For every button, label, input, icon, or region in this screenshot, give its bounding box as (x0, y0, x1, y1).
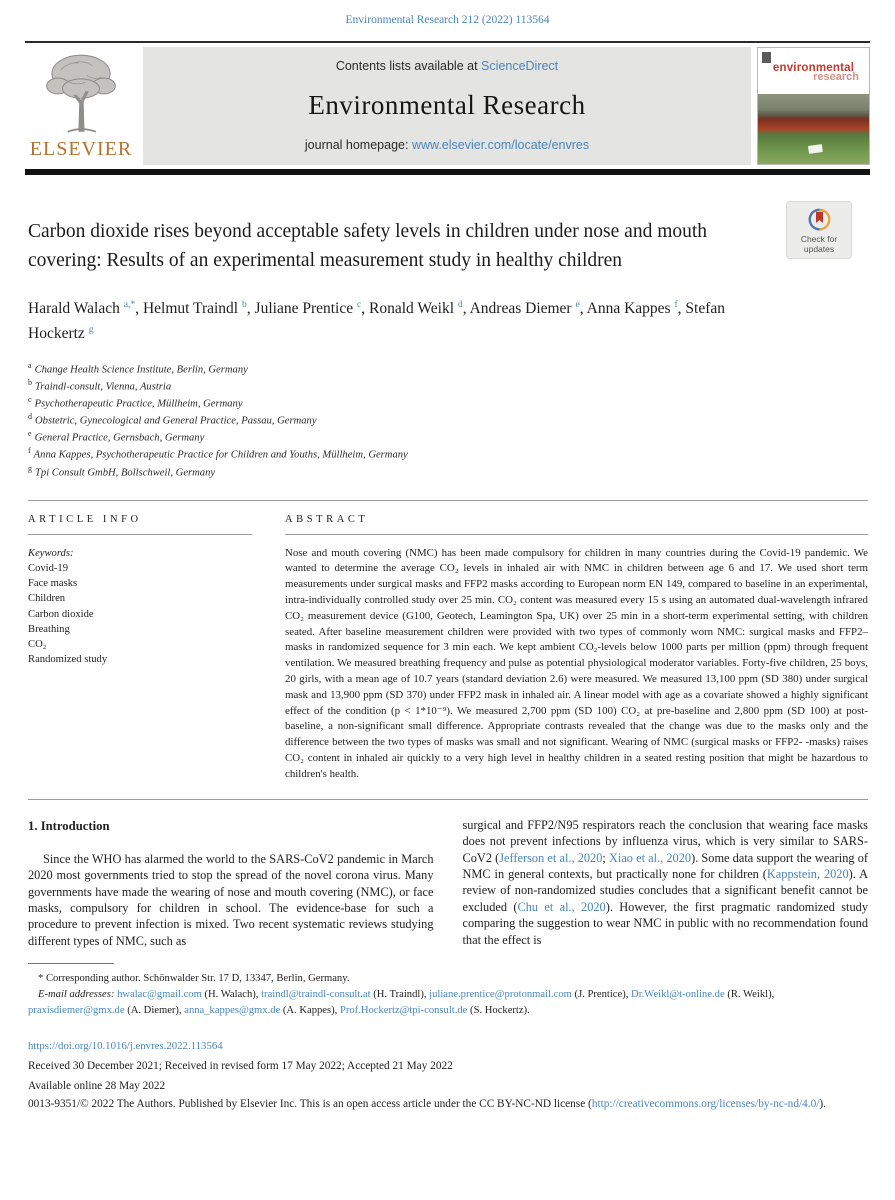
text-segment: ). A review of non-randomized studies concludes that a significant benefit cannot be excluded ( (462, 866, 868, 914)
text-segment: , Anna Kappes (579, 300, 675, 318)
keyword-item: Carbon dioxide (28, 608, 94, 620)
article-info-heading: ARTICLE INFO (28, 514, 252, 535)
affiliation-item (28, 412, 870, 429)
cover-header (758, 48, 869, 94)
text-segment: , Helmut Traindl (135, 300, 242, 318)
cover-title-line1: environmental (772, 62, 855, 74)
inline-link[interactable]: hwalac@gmail.com (117, 989, 202, 1001)
keyword-item: Covid-19 (28, 563, 69, 575)
cover-logo-mark (762, 52, 771, 63)
elsevier-logo (25, 47, 137, 165)
affiliation-text: Obstetric, Gynecological and General Practice, Passau, Germany (35, 415, 317, 427)
body-right-column (463, 817, 869, 949)
text-segment: ). (819, 1097, 826, 1110)
affiliation-sup: g (28, 463, 32, 473)
affiliation-sup: b (28, 378, 32, 388)
text-segment: (R. Weikl), (724, 989, 775, 1001)
inline-link[interactable]: Kappstein, 2020 (766, 866, 849, 881)
journal-cover-thumbnail[interactable] (757, 47, 870, 165)
affiliation-text: Anna Kappes, Psychotherapeutic Practice for Children and Youths, Müllheim, Germany (33, 450, 408, 461)
keyword-item: Children (28, 593, 66, 605)
contents-line (153, 59, 741, 73)
cover-title-line2: research (813, 71, 859, 83)
email-addresses-line (28, 987, 868, 1019)
affiliation-item (28, 429, 870, 446)
copyright-license-line (28, 1096, 868, 1112)
article-title: Carbon dioxide rises beyond acceptable safety levels in children under nose and mouth covering: Results of an experimental measurement study in healthy children (28, 221, 708, 272)
keyword-item: Face masks (28, 578, 78, 590)
inline-link[interactable]: g (88, 324, 94, 336)
section-rule (28, 799, 868, 800)
keywords-label: Keywords: (28, 547, 74, 559)
inline-link[interactable]: juliane.prentice@protonmail.com (429, 989, 572, 1001)
inline-link[interactable]: d (457, 298, 463, 310)
elsevier-wordmark: ELSEVIER (29, 138, 133, 160)
intro-paragraph-right (463, 817, 869, 948)
text-segment: Harald Walach (28, 300, 124, 318)
text-segment: (S. Hockertz). (467, 1004, 530, 1016)
abstract-text: Nose and mouth covering (NMC) has been made compulsory for children in many countries during the Covid-19 pandemic. We wanted to determine the average CO₂ levels in inhaled air with NMC in children between age 6 and 17. We used short term measurements under surgical masks and FFP2 masks according to European norm EN 149, compared to baseline in an experimental, intra-individually controlled study over 25 min. CO₂ content was measured every 15 s using an automated dual-wavelength infrared CO₂ measurement device (G100, Geotech, Leamington Spa, UK) over 25 min in a short-term experimental setting, with children seated. After baseline measurement children were provided with two types of commonly worn NMC: surgical masks and FFP2–masks in randomized sequence for 3 min each. We kept ambient CO₂-levels below 1000 parts per million (ppm) through frequent ventilation. We measured breathing frequency and pulse as potential physiological moderator variables. Forty-five children, 25 boys, 20 girls, with a mean age of 10.7 years (standard deviation 2.6) were measured. We measured 13,100 ppm (SD 380) under surgical mask and 13,900 ppm (SD 370) under FFP2 mask in inhaled air. A linear model with age as a covariate showed a highly significant effect of the condition (p < 1*10⁻⁹). We measured 2,700 ppm (SD 100) CO₂ at pre-baseline and 2,800 ppm (SD 100) at post-baseline, a non-significant small difference. Appropriate contrasts revealed that the change was due to the masks only and the difference between the two types of masks was small and not significant. Wearing of NMC (surgical masks or FFP2- -masks) raises CO₂ content in inhaled air quickly to a very high level in healthy children in a seated resting position that might be hazardous to children's health. (285, 546, 868, 780)
affiliation-text: General Practice, Gernsbach, Germany (34, 432, 205, 444)
affiliation-sup: d (28, 412, 32, 422)
journal-masthead (25, 41, 870, 165)
inline-link[interactable]: anna_kappes@gmx.de (184, 1004, 281, 1016)
affiliation-item (28, 446, 870, 463)
affiliation-sup: f (28, 446, 31, 456)
affiliation-sup: e (28, 429, 32, 439)
elsevier-tree-icon (39, 49, 123, 137)
text-segment: , Ronald Weikl (361, 300, 458, 318)
journal-homepage-link[interactable]: www.elsevier.com/locate/envres (411, 138, 590, 152)
crossmark-icon (807, 207, 832, 232)
inline-link[interactable]: b (242, 298, 247, 310)
text-segment: surgical and FFP2/N95 respirators reach the conclusion that wearing face masks does not prevent infections by influenza virus, which is very similar to SARS-CoV2 ( (462, 817, 868, 865)
inline-link[interactable]: Jefferson et al., 2020 (499, 850, 603, 865)
affiliation-text: Change Health Science Institute, Berlin, Germany (34, 364, 248, 376)
footnote-rule (28, 963, 114, 964)
affiliation-sup: a (28, 361, 32, 371)
affiliation-text: Psychotherapeutic Practice, Müllheim, Germany (34, 398, 243, 410)
inline-link[interactable]: traindl@traindl-consult.at (261, 989, 371, 1001)
abstract-heading: ABSTRACT (285, 514, 868, 535)
intro-paragraph-left: Since the WHO has alarmed the world to the SARS-CoV2 pandemic in March 2020 most governments tried to stop the spread of the novel corona virus. Many governments have made the wearing of nose and mouth covering (NMC), or face masks, compulsory for children in school. The evidence-base for such a procedure to prevent infection is mixed. Two recent systematic reviews studying different types of NMC, such as (28, 851, 434, 948)
journal-citation-link[interactable]: Environmental Research 212 (2022) 113564 (345, 14, 550, 26)
affiliation-item (28, 464, 870, 481)
affiliation-item (28, 395, 870, 412)
text-segment: E-mail addresses: (38, 989, 118, 1001)
introduction-heading: 1. Introduction (28, 818, 110, 833)
text-segment: 0013-9351/© 2022 The Authors. Published by Elsevier Inc. This is an open access article under the CC BY-NC-ND license ( (28, 1097, 592, 1110)
abstract-column (285, 514, 868, 799)
received-dates-line: Received 30 December 2021; Received in revised form 17 May 2022; Accepted 21 May 2022 (28, 1059, 453, 1072)
journal-name: Environmental Research (308, 90, 586, 120)
check-for-updates-label: Check for updates (800, 234, 838, 255)
corresponding-author-note: * Corresponding author. Schönwalder Str. 17 D, 13347, Berlin, Germany. (38, 973, 350, 985)
text-segment: , Stefan Hockertz (28, 300, 726, 343)
keyword-item: Randomized study (28, 653, 108, 665)
text-segment: (A. Kappes), (280, 1004, 340, 1016)
footnote-block (28, 971, 868, 1019)
text-segment: ). Some data support the wearing of NMC in general contexts, but practically none for children ( (462, 850, 868, 881)
cover-vehicle-shape (807, 144, 822, 154)
body-left-column (28, 817, 434, 949)
sciencedirect-link[interactable]: ScienceDirect (481, 59, 559, 73)
inline-link[interactable]: e (575, 298, 580, 310)
inline-link[interactable]: Xiao et al., 2020 (608, 850, 692, 865)
check-for-updates-badge[interactable] (786, 201, 852, 259)
text-segment: , Andreas Diemer (462, 300, 576, 318)
text-segment: ; (602, 850, 609, 865)
text-segment: (J. Prentice), (571, 989, 632, 1001)
affiliation-list (28, 361, 870, 480)
text-segment: , Juliane Prentice (246, 300, 357, 318)
cover-photo (758, 94, 869, 164)
affiliation-text: Tpi Consult GmbH, Bollschweil, Germany (35, 467, 216, 479)
masthead-divider-bar (25, 169, 870, 175)
journal-banner (143, 47, 751, 165)
doi-link[interactable]: https://doi.org/10.1016/j.envres.2022.113564 (28, 1039, 223, 1052)
inline-link[interactable]: a,* (123, 298, 136, 310)
article-info-column (28, 514, 252, 799)
inline-link[interactable]: f (674, 298, 678, 310)
affiliation-item (28, 378, 870, 395)
affiliation-sup: c (28, 395, 32, 405)
available-online-line: Available online 28 May 2022 (28, 1080, 166, 1093)
homepage-line (153, 138, 741, 152)
text-segment: (A. Diemer), (124, 1004, 185, 1016)
contents-prefix: Contents lists available at (335, 59, 478, 73)
text-segment: (H. Walach), (201, 989, 262, 1001)
author-list (28, 296, 770, 346)
inline-link[interactable]: c (357, 298, 362, 310)
inline-link[interactable]: Chu et al., 2020 (517, 899, 606, 914)
inline-link[interactable]: http://creativecommons.org/licenses/by-nc-nd/4.0/ (591, 1097, 820, 1110)
homepage-prefix: journal homepage: (304, 138, 409, 152)
keyword-item: CO₂ (28, 638, 47, 650)
affiliation-text: Traindl-consult, Vienna, Austria (35, 381, 172, 393)
inline-link[interactable]: Dr.Weikl@t-online.de (631, 989, 725, 1001)
affiliation-item (28, 361, 870, 378)
inline-link[interactable]: praxisdiemer@gmx.de (28, 1004, 125, 1016)
inline-link[interactable]: Prof.Hockertz@tpi-consult.de (339, 1004, 468, 1016)
keyword-item: Breathing (28, 623, 70, 635)
text-segment: ). However, the first pragmatic randomized study comparing the suggestion to wear NMC in public with no recommendation found that the effect is (462, 899, 869, 947)
text-segment: (H. Traindl), (370, 989, 430, 1001)
